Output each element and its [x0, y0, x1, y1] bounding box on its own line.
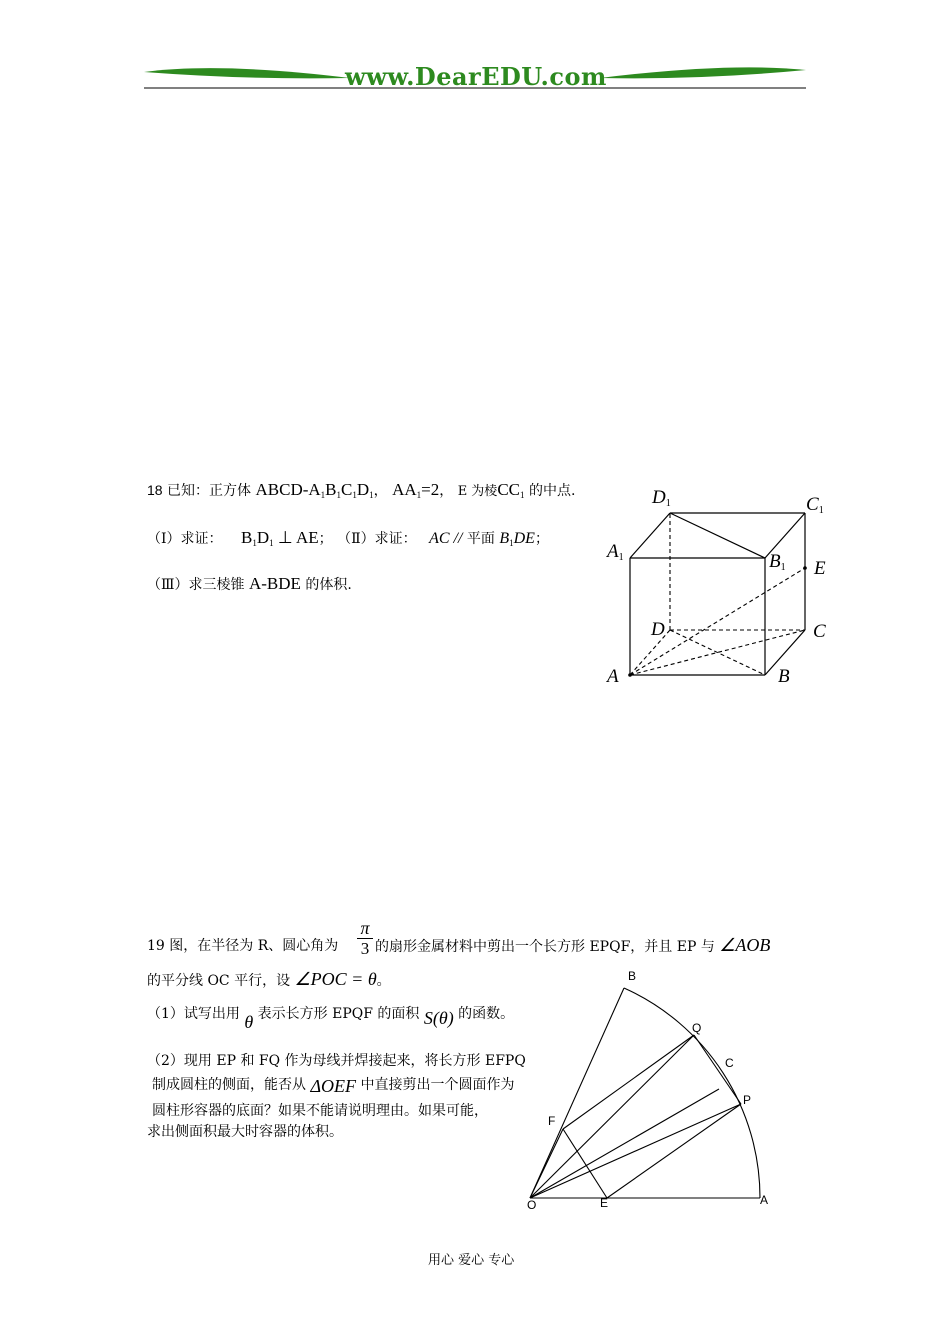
part-2-ac-parallel: AC // — [429, 530, 463, 547]
label-d1: $D_1$ — [652, 487, 671, 509]
period: 。 — [376, 973, 391, 989]
point-e — [803, 566, 807, 570]
diagonal-b1-d1 — [670, 513, 765, 558]
page-footer: 用心 爱心 专心 — [428, 1253, 515, 1268]
problem-19-intro: 19 图，在半径为 R、圆心角为 — [147, 938, 339, 954]
cube-name: ABCD-$A_1B_1C_1D_1$ — [255, 480, 374, 500]
problem-19-q2-line2 — [152, 1073, 514, 1094]
label-e: E — [814, 558, 826, 579]
side-fe — [563, 1129, 607, 1198]
site-logo-text: www.DearEDU.com — [345, 62, 607, 91]
sector-label-q: Q — [692, 1021, 702, 1035]
label-c1: $C_1$ — [806, 494, 824, 516]
label-c: C — [813, 621, 826, 642]
angle-aob: ∠AOB — [719, 935, 771, 955]
comma: ， — [373, 483, 388, 499]
aa-condition: $AA_1=2$ — [392, 480, 440, 500]
part-3-label: （Ⅲ）求三棱锥 — [147, 577, 245, 593]
sector-label-c: C — [725, 1056, 734, 1070]
part-1-label: （Ⅰ）求证： — [147, 531, 223, 547]
pyramid-name: A-BDE — [248, 574, 301, 593]
problem-19-q1 — [147, 1002, 515, 1032]
sector-label-e: E — [600, 1196, 609, 1210]
label-b: B — [778, 666, 790, 687]
side-ep — [607, 1104, 741, 1198]
problem-19-q2-line1: （2）现用 EP 和 FQ 作为母线并焊接起来，将长方形 EFPQ — [147, 1053, 526, 1069]
cc-edge: $CC_1$ — [497, 480, 525, 500]
sector-label-f: F — [548, 1114, 556, 1128]
problem-19-q2-line4: 求出侧面积最大时容器的体积。 — [147, 1124, 343, 1140]
label-a: A — [607, 666, 619, 687]
part-1-statement: $B_1D_1$ ⊥ AE — [240, 528, 319, 548]
arc-ab — [624, 988, 760, 1198]
problem-19-line1 — [147, 935, 338, 955]
problem-19-line1-cont — [375, 935, 770, 956]
part-3-tail: 的体积. — [305, 577, 352, 593]
separator: ； — [318, 531, 333, 547]
right-leaf-decoration — [600, 67, 806, 78]
theta-symbol: θ — [244, 1012, 254, 1032]
label-d: D — [651, 619, 665, 640]
left-leaf-decoration — [144, 68, 350, 78]
sector-figure — [520, 980, 780, 1210]
problem-19-line2 — [147, 969, 391, 990]
q2-text: 制成圆柱的侧面，能否从 — [152, 1077, 306, 1093]
triangle-oef: ΔOEF — [310, 1076, 357, 1096]
part-2-plane: 平面 — [466, 531, 495, 547]
e-midpoint-text: E 为棱 — [457, 484, 498, 499]
q1-text: 表示长方形 EPQF 的面积 — [257, 1006, 420, 1022]
radius-ob — [530, 988, 624, 1198]
problem-intro: 已知：正方体 — [167, 483, 252, 499]
sector-label-o: O — [527, 1198, 537, 1212]
problem-18-line2 — [147, 528, 549, 548]
problem-19-text: 的扇形金属材料中剪出一个长方形 EPQF，并且 EP 与 — [375, 939, 715, 955]
label-a1: $A_1$ — [607, 541, 624, 563]
point-a — [628, 673, 632, 677]
edge-a1-d1 — [630, 513, 670, 558]
problem-18-line3 — [147, 574, 352, 594]
q1-label: （1）试写出用 — [147, 1006, 240, 1022]
fraction-pi-over-3 — [357, 918, 373, 959]
segment-d-b — [670, 630, 765, 675]
part-2-label: （Ⅱ）求证： — [337, 531, 417, 547]
problem-18-line1 — [147, 480, 575, 500]
sector-label-p: P — [743, 1093, 752, 1107]
e-midpoint-tail: 的中点. — [528, 483, 576, 499]
q1-tail: 的函数。 — [458, 1006, 515, 1022]
fraction-denominator: 3 — [360, 939, 370, 958]
problem-19-q2-line3: 圆柱形容器的底面？如果不能请说明理由。如果可能， — [152, 1103, 488, 1119]
part-2-plane-name: $B_1DE$ — [499, 530, 535, 548]
angle-poc: ∠POC = θ — [294, 969, 377, 989]
segment-op — [530, 1104, 741, 1198]
problem-number: 18 — [147, 482, 163, 498]
sector-label-a: A — [760, 1193, 769, 1207]
sector-label-b: B — [628, 969, 637, 983]
bisector-oc — [530, 1089, 719, 1198]
comma: ， — [439, 483, 454, 499]
problem-19-text: 的平分线 OC 平行，设 — [147, 973, 291, 989]
cube-figure — [600, 480, 840, 695]
s-theta: S(θ) — [423, 1008, 454, 1028]
fraction-numerator: π — [360, 918, 370, 938]
segment-of — [530, 1129, 563, 1198]
separator: ； — [534, 531, 549, 547]
label-b1: $B_1$ — [769, 551, 786, 573]
q2-text: 中直接剪出一个圆面作为 — [360, 1077, 515, 1093]
